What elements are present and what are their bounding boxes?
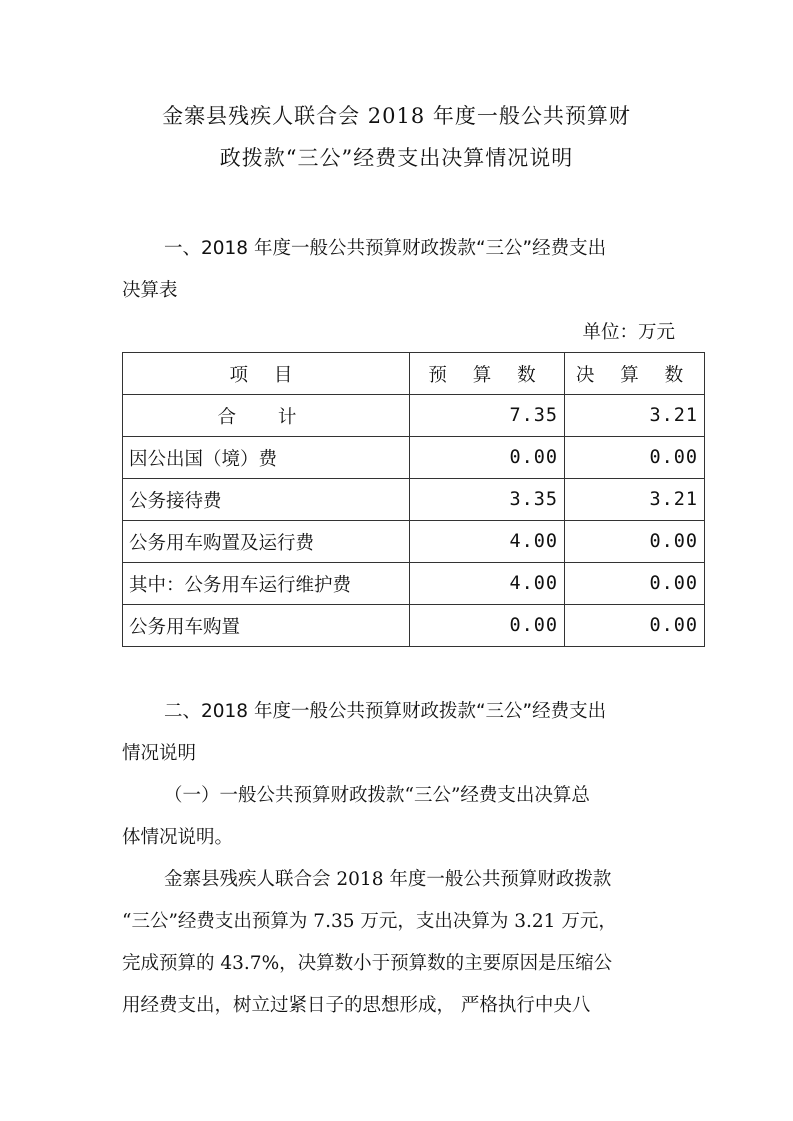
row-final: 3.21 bbox=[565, 479, 705, 521]
row-item: 其中：公务用车运行维护费 bbox=[123, 563, 410, 605]
row-budget: 7.35 bbox=[410, 395, 565, 437]
row-budget: 4.00 bbox=[410, 521, 565, 563]
row-budget: 3.35 bbox=[410, 479, 565, 521]
section-2-heading-line-2: 情况说明 bbox=[122, 743, 197, 764]
body-paragraph-line-4: 用经费支出，树立过紧日子的思想形成， 严格执行中央八 bbox=[122, 995, 591, 1016]
row-budget: 0.00 bbox=[410, 605, 565, 647]
document-title-line-1: 金寨县残疾人联合会 2018 年度一般公共预算财 bbox=[162, 104, 631, 128]
row-final: 0.00 bbox=[565, 563, 705, 605]
table-row bbox=[123, 479, 705, 521]
row-budget: 4.00 bbox=[410, 563, 565, 605]
body-paragraph-line-1: 金寨县残疾人联合会 2018 年度一般公共预算财政拨款 bbox=[164, 869, 612, 890]
header-item: 项 目 bbox=[123, 353, 410, 395]
section-1-heading-line-1: 一、2018 年度一般公共预算财政拨款“三公”经费支出 bbox=[164, 238, 607, 259]
row-item: 公务用车购置及运行费 bbox=[123, 521, 410, 563]
row-final: 0.00 bbox=[565, 437, 705, 479]
row-item: 合 计 bbox=[123, 395, 410, 437]
row-budget: 0.00 bbox=[410, 437, 565, 479]
body-paragraph-line-3: 完成预算的 43.7%，决算数小于预算数的主要原因是压缩公 bbox=[122, 953, 613, 974]
unit-label: 单位：万元 bbox=[582, 322, 675, 343]
subsection-1-heading-line-2: 体情况说明。 bbox=[122, 827, 234, 848]
section-2-heading-line-1: 二、2018 年度一般公共预算财政拨款“三公”经费支出 bbox=[164, 701, 607, 722]
row-final: 0.00 bbox=[565, 521, 705, 563]
row-item: 公务用车购置 bbox=[123, 605, 410, 647]
row-item: 因公出国（境）费 bbox=[123, 437, 410, 479]
header-budget: 预 算 数 bbox=[410, 353, 565, 395]
row-item: 公务接待费 bbox=[123, 479, 410, 521]
table-row bbox=[123, 605, 705, 647]
row-final: 3.21 bbox=[565, 395, 705, 437]
body-paragraph-line-2: “三公”经费支出预算为 7.35 万元，支出决算为 3.21 万元， bbox=[122, 911, 617, 932]
section-1-heading-line-2: 决算表 bbox=[122, 280, 178, 301]
subsection-1-heading-line-1: （一）一般公共预算财政拨款“三公”经费支出决算总 bbox=[164, 785, 590, 806]
header-final: 决 算 数 bbox=[565, 353, 705, 395]
row-final: 0.00 bbox=[565, 605, 705, 647]
table-row bbox=[123, 563, 705, 605]
table-row bbox=[123, 395, 705, 437]
three-public-expenses-table bbox=[122, 352, 705, 647]
table-row bbox=[123, 437, 705, 479]
document-title-line-2: 政拨款“三公”经费支出决算情况说明 bbox=[219, 146, 574, 170]
table-row bbox=[123, 521, 705, 563]
table-header-row bbox=[123, 353, 705, 395]
